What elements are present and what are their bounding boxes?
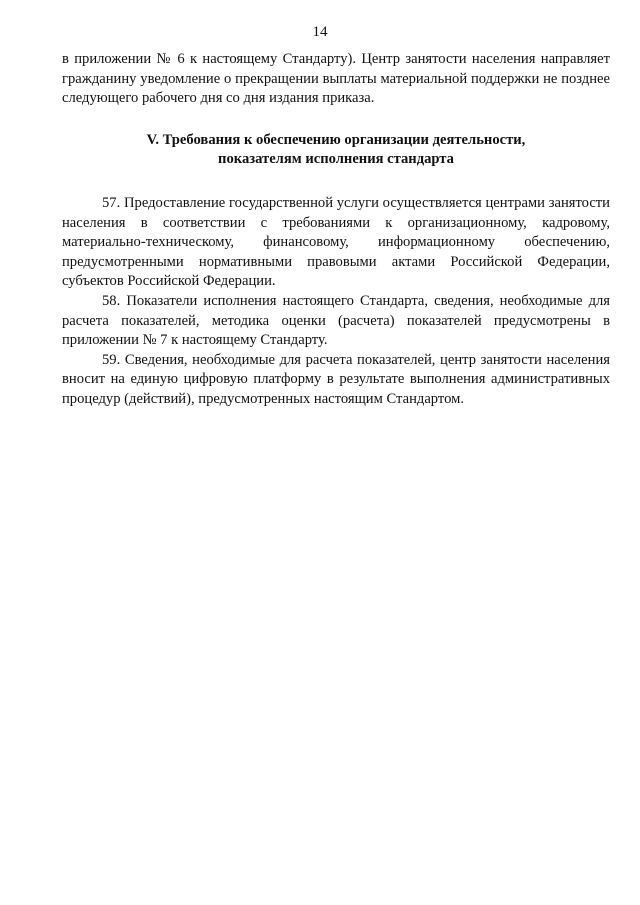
intro-paragraph: в приложении № 6 к настоящему Стандарту). Центр занятости населения направляет гражданину уведомление о прекращении выплаты материальной поддержки не позднее следующего рабочего дня со дня издания приказа. [62,51,610,107]
page-number: 14 [312,24,328,40]
document-body [62,50,610,410]
paragraph-57: 57. Предоставление государственной услуги осуществляется центрами занятости населения в соответствии с требованиями к организационному, кадровому, материально-техническому, финансовому, информационному обеспечению, предусмотренными нормативными правовыми актами Российской Федерации, субъектов Российской Федерации. [62,194,610,290]
section-heading [62,131,610,170]
paragraph-58: 58. Показатели исполнения настоящего Стандарта, сведения, необходимые для расчета показателей, методика оценки (расчета) показателей предусмотрены в приложении № 7 к настоящему Стандарту. [62,292,610,349]
paragraph-59: 59. Сведения, необходимые для расчета показателей, центр занятости населения вносит на единую цифровую платформу в результате выполнения административных процедур (действий), предусмотренных настоящим Стандартом. [62,351,610,407]
section-heading-line-2: показателям исполнения стандарта [218,151,454,168]
section-heading-line-1: V. Требования к обеспечению организации деятельности, [146,131,526,148]
